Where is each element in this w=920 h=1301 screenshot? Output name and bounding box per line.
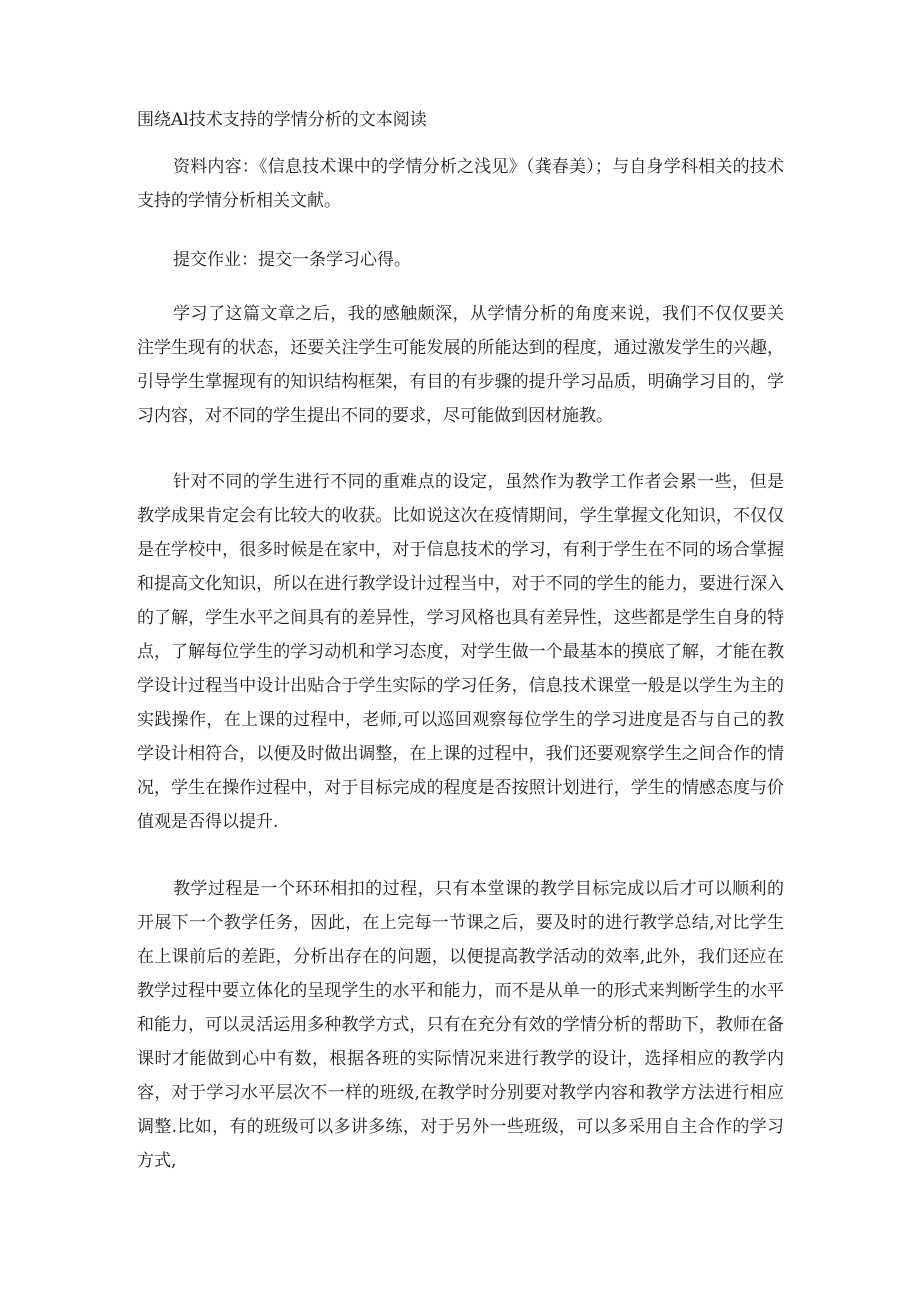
assignment-paragraph: 提交作业：提交一条学习心得。 [173,250,411,270]
body-paragraph-1: 学习了这篇文章之后，我的感触颇深，从学情分析的角度来说，我们不仅仅要关注学生现有的状态，还要关注学生可能发展的所能达到的程度，通过激发学生的兴趣，引导学生掌握现有的知识结构框架，有目的有步骤的提升学习品质，明确学习目的，学习内容，对不同的学生提出不同的要求，尽可能做到因材施教。 [137,304,784,426]
materials-paragraph: 资料内容：《信息技术课中的学情分析之浅见》（龚春美）；与自身学科相关的技术支持的学情分析相关文献。 [137,157,784,211]
body-paragraph-3: 教学过程是一个环环相扣的过程，只有本堂课的教学目标完成以后才可以顺利的开展下一个教学任务，因此，在上完每一节课之后，要及时的进行教学总结,对比学生在上课前后的差距，分析出存在的问题，以便提高教学活动的效率,此外，我们还应在教学过程中要立体化的呈现学生的水平和能力，而不是从单一的形式来判断学生的水平和能力，可以灵活运用多种教学方式，只有在充分有效的学情分析的帮助下，教师在备课时才能做到心中有数，根据各班的实际情况来进行教学的设计，选择相应的教学内容，对于学习水平层次不一样的班级,在教学时分别要对教学内容和教学方法进行相应调整.比如，有的班级可以多讲多练，对于另外一些班级，可以多采用自主合作的学习方式, [137,879,784,1171]
body-paragraph-2: 针对不同的学生进行不同的重难点的设定，虽然作为教学工作者会累一些，但是教学成果肯定会有比较大的收获。比如说这次在疫情期间，学生掌握文化知识，不仅仅是在学校中，很多时候是在家中，对于信息技术的学习，有利于学生在不同的场合掌握和提高文化知识，所以在进行教学设计过程当中，对于不同的学生的能力，要进行深入的了解，学生水平之间具有的差异性，学习风格也具有差异性，这些都是学生自身的特点，了解每位学生的学习动机和学习态度，对学生做一个最基本的摸底了解，才能在教学设计过程当中设计出贴合于学生实际的学习任务，信息技术课堂一般是以学生为主的实践操作，在上课的过程中，老师,可以巡回观察每位学生的学习进度是否与自己的教学设计相符合，以便及时做出调整，在上课的过程中，我们还要观察学生之间合作的情况，学生在操作过程中，对于目标完成的程度是否按照计划进行，学生的情感态度与价值观是否得以提升. [137,472,784,832]
document-title: 围绕Al技术支持的学情分析的文本阅读 [137,110,427,130]
